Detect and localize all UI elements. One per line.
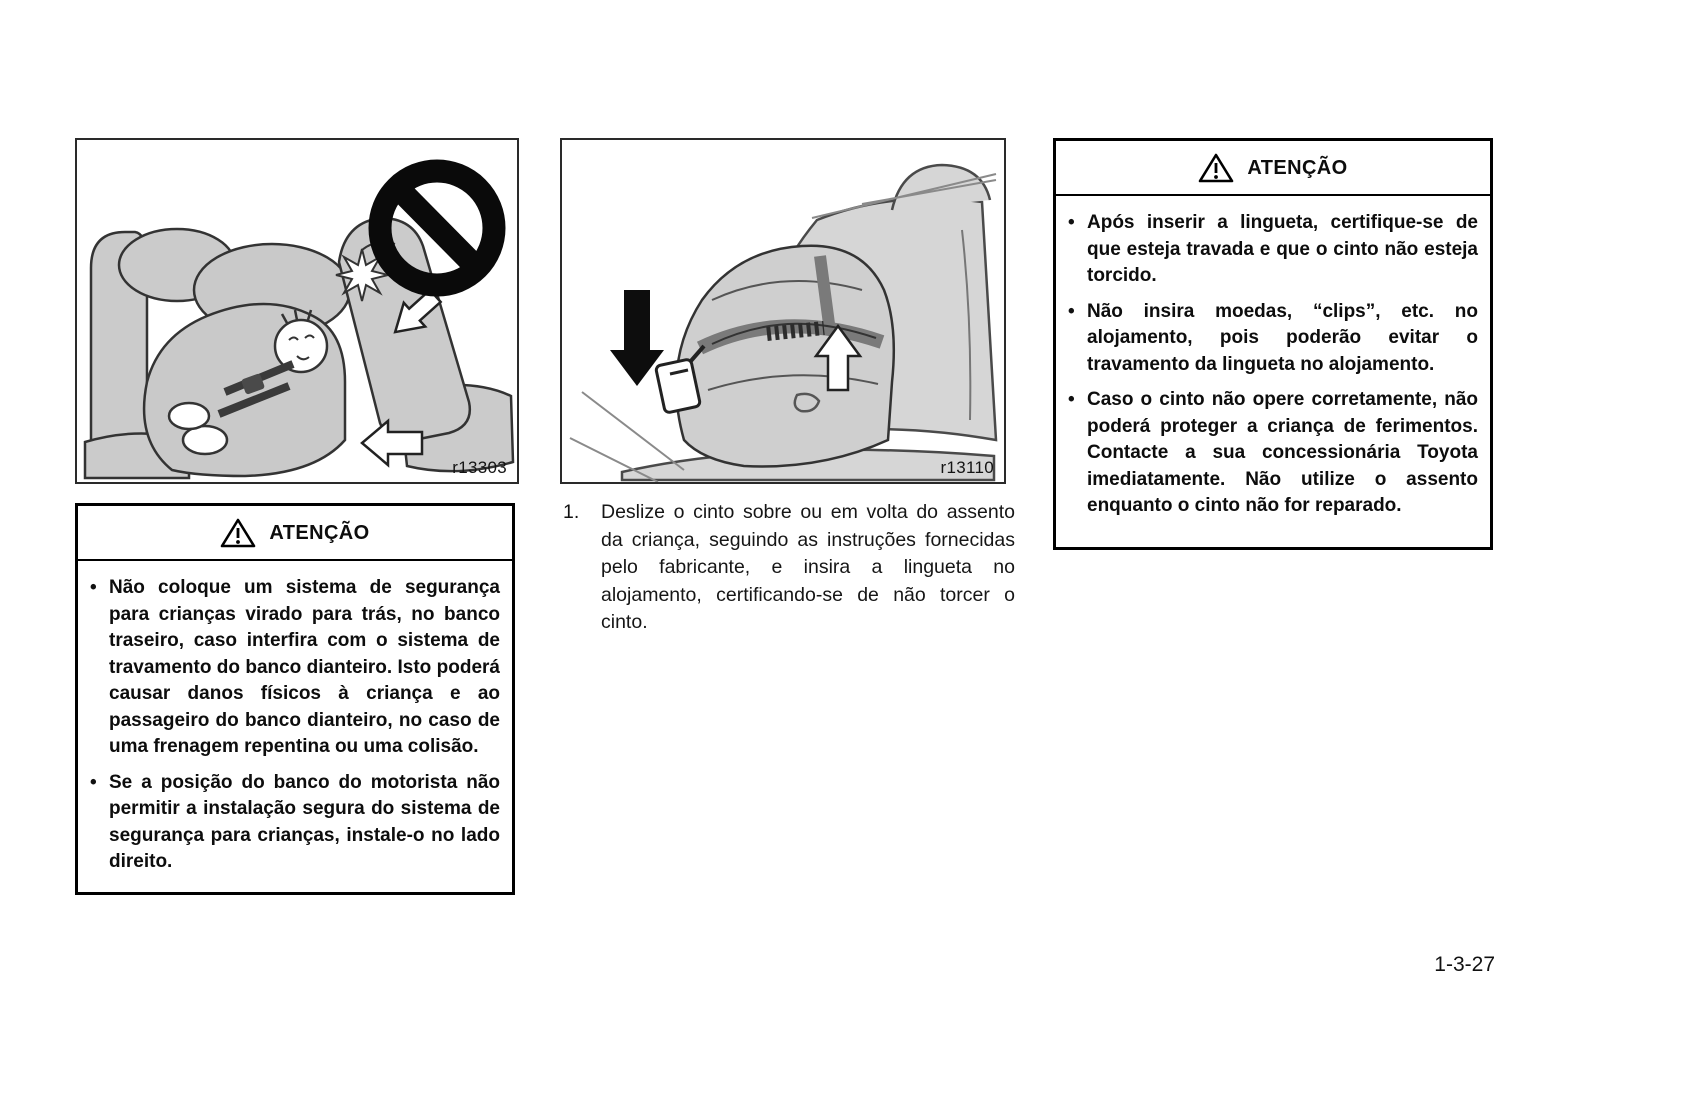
warning-bullet-text: Após inserir a lingueta, certifique-se de que esteja travada e que o cinto não esteja torcido. bbox=[1087, 212, 1478, 286]
warning-title: ATENÇÃO bbox=[269, 522, 370, 544]
step-number: 1. bbox=[563, 501, 580, 523]
bullet-marker: • bbox=[90, 771, 97, 793]
warning-bullet-text: Caso o cinto não opere corretamente, não poderá proteger a criança de ferimentos. Contacte a sua concessionária Toyota imediatamente. Não utilize o assento enquanto o cinto não for reparado. bbox=[1087, 389, 1478, 516]
warning-bullet-text: Não insira moedas, “clips”, etc. no alojamento, pois poderão evitar o travamento da lingueta no alojamento. bbox=[1087, 300, 1478, 375]
warning-bullet bbox=[1068, 299, 1478, 379]
warning-header bbox=[78, 506, 512, 561]
warning-box-left bbox=[75, 503, 515, 895]
warning-title: ATENÇÃO bbox=[1247, 157, 1348, 179]
warning-header bbox=[1056, 141, 1490, 196]
bullet-marker: • bbox=[1068, 300, 1075, 322]
bullet-marker: • bbox=[90, 577, 97, 598]
warning-bullet bbox=[1068, 210, 1478, 290]
figure-rear-facing-seat-prohibited bbox=[75, 138, 519, 484]
warning-body bbox=[78, 561, 512, 892]
warning-body bbox=[1056, 196, 1490, 536]
child-seat-belt-illustration bbox=[562, 140, 1004, 482]
figure-belt-installation bbox=[560, 138, 1006, 484]
page-number: 1-3-27 bbox=[1434, 953, 1495, 976]
warning-bullet bbox=[90, 575, 500, 761]
bullet-marker: • bbox=[1068, 389, 1075, 410]
figure-code: r13303 bbox=[452, 458, 507, 477]
warning-triangle-icon bbox=[1198, 153, 1234, 184]
rear-facing-child-seat-illustration bbox=[77, 140, 517, 482]
figure-code: r13110 bbox=[940, 458, 994, 477]
instruction-step-1 bbox=[563, 499, 1015, 637]
warning-bullet bbox=[90, 770, 500, 876]
bullet-marker: • bbox=[1068, 212, 1075, 233]
warning-box-right bbox=[1053, 138, 1493, 550]
step-text: Deslize o cinto sobre ou em volta do assento da criança, seguindo as instruções fornecidas pelo fabricante, e insira a lingueta no alojamento, certificando-se de não torcer o cinto. bbox=[601, 501, 1015, 633]
warning-bullet-text: Se a posição do banco do motorista não permitir a instalação segura do sistema de segurança para crianças, instale-o no lado direito. bbox=[109, 771, 500, 872]
warning-triangle-icon bbox=[220, 518, 256, 549]
warning-bullet bbox=[1068, 387, 1478, 520]
warning-bullet-text: Não coloque um sistema de segurança para crianças virado para trás, no banco traseiro, caso interfira com o sistema de travamento do banco dianteiro. Isto poderá causar danos físicos à criança e ao passageiro do banco dianteiro, no caso de uma frenagem repentina ou uma colisão. bbox=[109, 577, 500, 757]
